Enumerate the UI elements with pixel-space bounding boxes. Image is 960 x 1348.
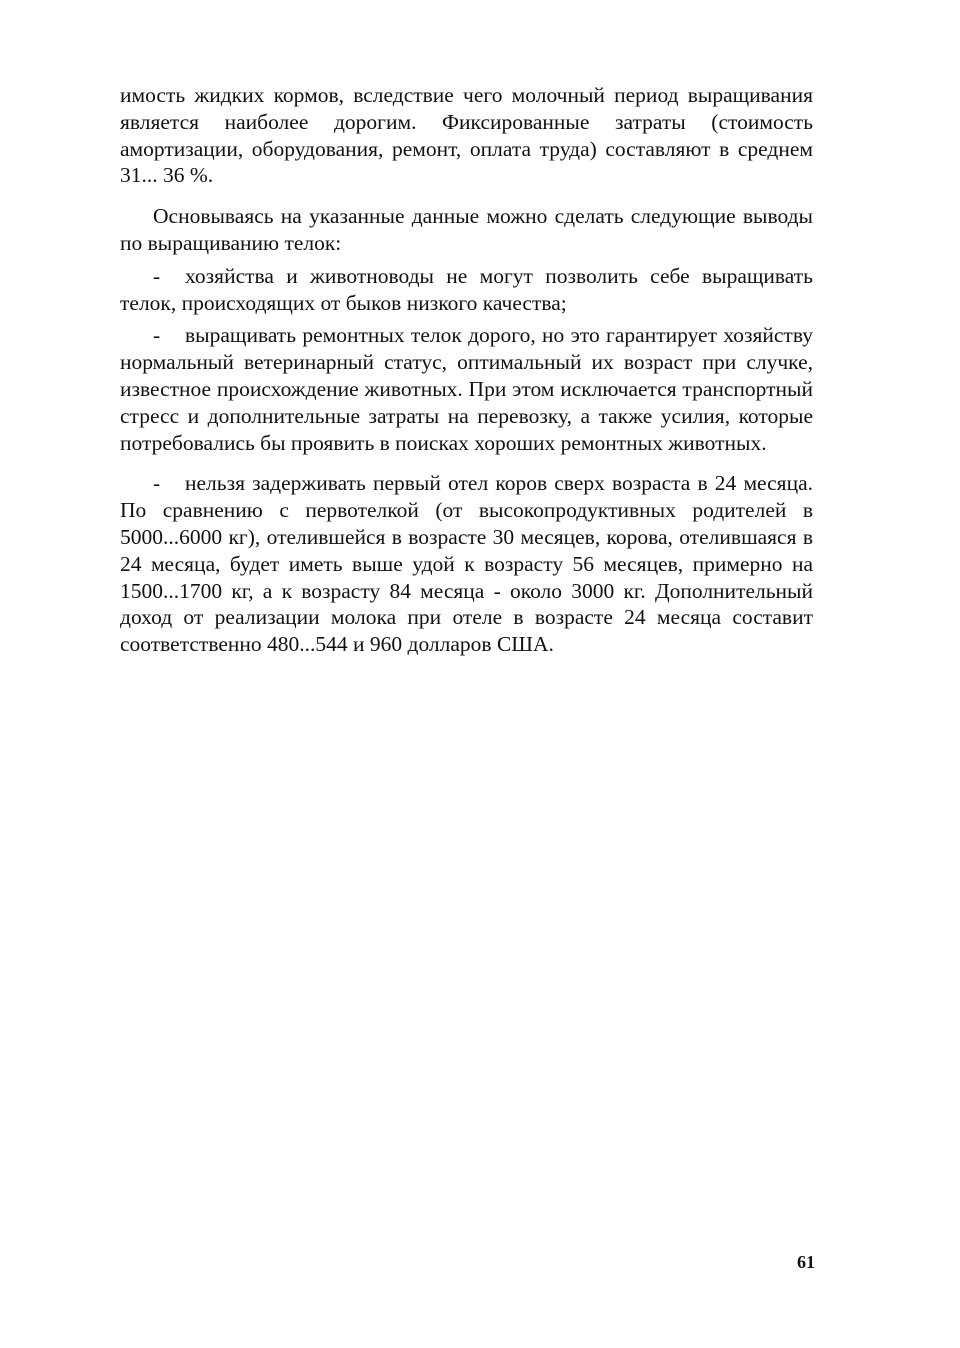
- bullet-item-3: [120, 470, 813, 658]
- bullet-dash: -: [153, 471, 161, 496]
- paragraph-feed-costs: имость жидких кормов, вследствие чего молочный период выращивания является наиболее дорогим. Фиксированные затраты (стоимость амортизации, оборудования, ремонт, оплата труда) составляют в среднем 31... 36 %.: [120, 83, 813, 188]
- bullet-dash: -: [153, 263, 161, 288]
- bullet-text: хозяйства и животноводы не могут позволить себе выращивать телок, происходящих от быков низкого качества;: [120, 263, 813, 315]
- paragraph-conclusions-intro: Основываясь на указанные данные можно сделать следующие выводы по выращиванию телок:: [120, 204, 813, 255]
- bullet-dash: -: [153, 323, 161, 348]
- bullet-text: нельзя задерживать первый отел коров сверх возраста в 24 месяца. По сравнению с первотелкой (от высокопродуктивных родителей в 5000...6000 кг), отелившейся в возрасте 30 месяцев, корова, отелившаяся в 24 месяца, будет иметь выше удой к возрасту 56 месяцев, примерно на 1500...1700 кг, а к возрасту 84 месяца - около 3000 кг. Дополнительный доход от реализации молока при отеле в возрасте 24 месяца составит соответственно 480...544 и 960 долларов США.: [120, 471, 813, 657]
- bullet-item-1: [120, 263, 813, 317]
- bullet-text: выращивать ремонтных телок дорого, но это гарантирует хозяйству нормальный ветеринарный статус, оптимальный их возраст при случке, известное происхождение животных. При этом исключается транспортный стресс и дополнительные затраты на перевозку, а также усилия, которые потребовались бы проявить в поисках хороших ремонтных животных.: [120, 323, 813, 455]
- page-number: 61: [797, 1252, 815, 1272]
- document-body: [120, 82, 813, 658]
- bullet-item-2: [120, 322, 813, 456]
